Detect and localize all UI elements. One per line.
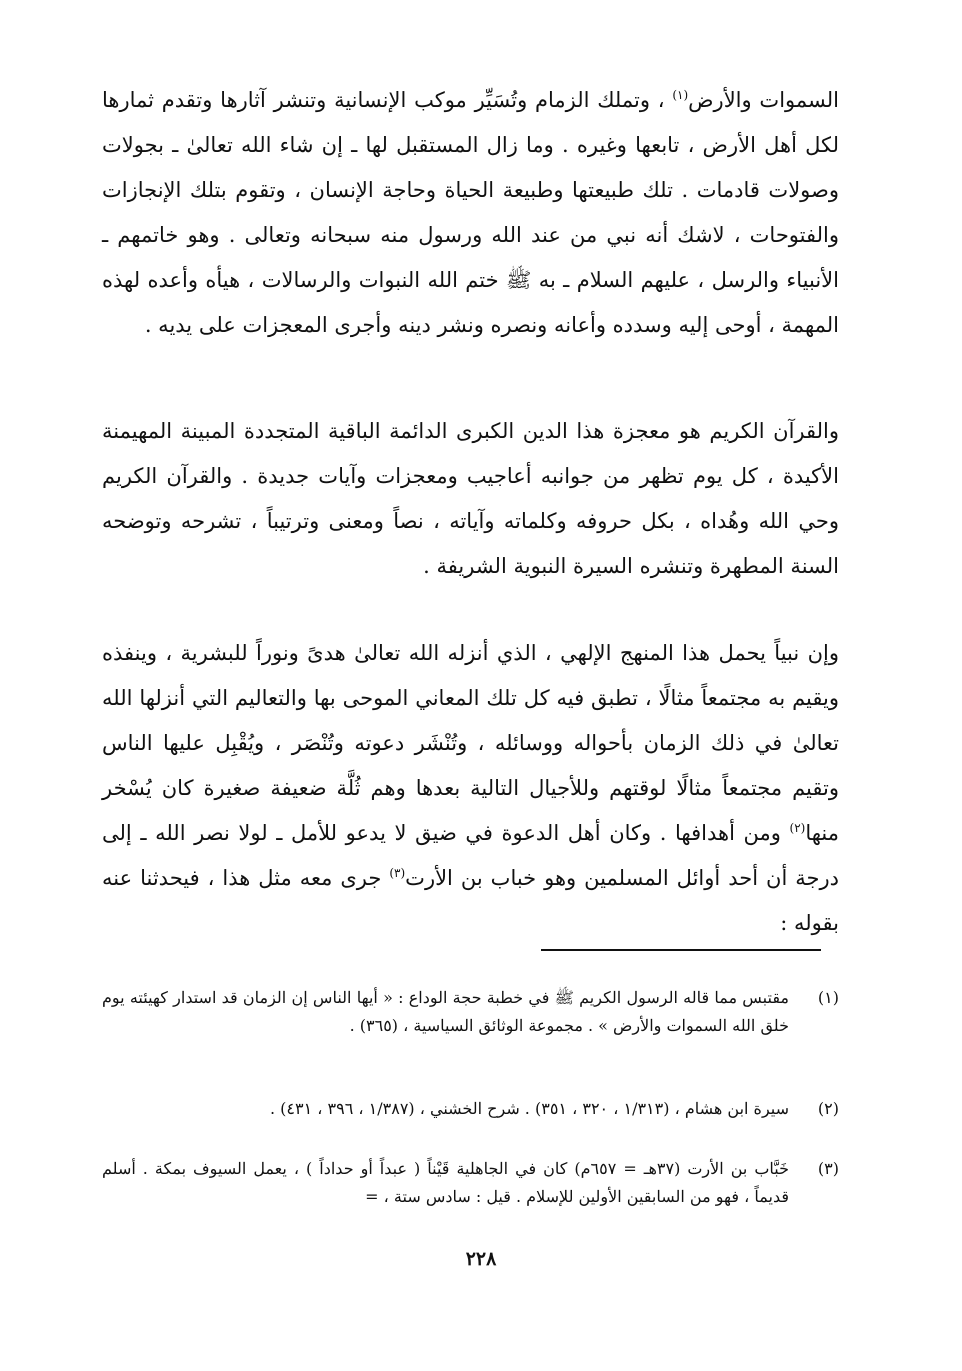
page-number: ٢٢٨	[465, 1248, 497, 1270]
footnote-number: (٢)	[817, 1099, 839, 1118]
paragraph-text: السموات والأرض	[688, 88, 839, 112]
footnote-reference-2: (٢)	[789, 821, 806, 835]
footnote-number: (٣)	[817, 1159, 839, 1178]
body-paragraph-2	[102, 409, 839, 589]
paragraph-text: وإن نبياً يحمل هذا المنهج الإلهي ، الذي أنزله الله تعالىٰ هدىً ونوراً للبشرية ، وينفذه ويقيم به مجتمعاً مثالًا ، تطبق فيه كل تلك المعاني الموحى بها والتعاليم التي أنزلها الله تعالىٰ في ذلك الزمان بأحواله ووسائله ، وتُنْشَر دعوته وتُنْصَر ، ويُقْبِل عليها الناس وتقيم مجتمعاً مثالًا لوقتهم وللأجيال التالية بعدها وهم ثُلَّة ضعيفة صغيرة كان يُسْخر منها	[102, 641, 839, 845]
paragraph-text: ، وتملك الزمام وتُسَيِّر موكب الإنسانية وتنشر آثارها وتقدم ثمارها لكل أهل الأرض ، تابعها وغيره . وما زال المستقبل لها ـ إن شاء الله تعالىٰ ـ بجولات وصولات قادمات . تلك طبيعتها وطبيعة الحياة وحاجة الإنسان ، وتقوم بتلك الإنجازات والفتوحات ، لاشك أنه نبي من عند الله ورسول منه سبحانه وتعالى . وهو خاتمهم ـ الأنبياء والرسل ، عليهم السلام ـ به ﷺ ختم الله النبوات والرسالات ، هيأه وأعده لهذه المهمة ، أوحى إليه وسدده وأعانه ونصره ونشر دينه وأجرى المعجزات على يديه .	[102, 88, 839, 337]
footnote-number: (١)	[817, 988, 839, 1007]
footnote-3	[102, 1155, 839, 1211]
footnote-text: مقتبس مما قاله الرسول الكريم ﷺ في خطبة حجة الوداع : « أيها الناس إن الزمان قد استدار كهيئته يوم خلق الله السموات والأرض » . مجموعة الوثائق السياسية ، (٣٦٥) .	[102, 988, 789, 1035]
body-paragraph-1	[102, 78, 839, 348]
footnote-1	[102, 984, 839, 1040]
footnote-reference-1: (١)	[672, 88, 689, 102]
footnote-text: خَبَّاب بن الأرت (٣٧هـ = ٦٥٧م) كان في الجاهلية قَيْناً ( عبداً أو حداداً ) ، يعمل السيوف بمكة . أسلم قديماً ، فهو من السابقين الأولين للإسلام . قيل : سادس ستة ، =	[102, 1159, 790, 1206]
footnote-separator	[541, 949, 821, 951]
footnote-reference-3: (٣)	[389, 866, 406, 880]
body-paragraph-3	[102, 631, 839, 946]
paragraph-text: ومن أهدافها . وكان أهل الدعوة في ضيق لا يدعو للأمل ـ لولا نصر الله ـ إلى درجة أن أحد أوائل المسلمين وهو خباب بن الأرت	[102, 821, 839, 890]
footnote-text: سيرة ابن هشام ، (١/٣١٣ ، ٣٢٠ ، ٣٥١) . شرح الخشني ، (١/٣٨٧ ، ٣٩٦ ، ٤٣١) .	[269, 1099, 789, 1118]
paragraph-text: جرى معه مثل هذا ، فيحدثنا عنه بقوله :	[102, 866, 839, 935]
footnote-2	[102, 1095, 839, 1123]
paragraph-text: والقرآن الكريم هو معجزة هذا الدين الكبرى الدائمة الباقية المتجددة المبينة المهيمنة الأكيدة ، كل يوم تظهر من جوانبه أعاجيب ومعجزات وآيات جديدة . والقرآن الكريم وحي الله وهُداه ، بكل حروفه وكلماته وآياته ، نصاً ومعنى وترتيباً ، تشرحه وتوضحه السنة المطهرة وتنشره السيرة النبوية الشريفة .	[102, 419, 839, 578]
